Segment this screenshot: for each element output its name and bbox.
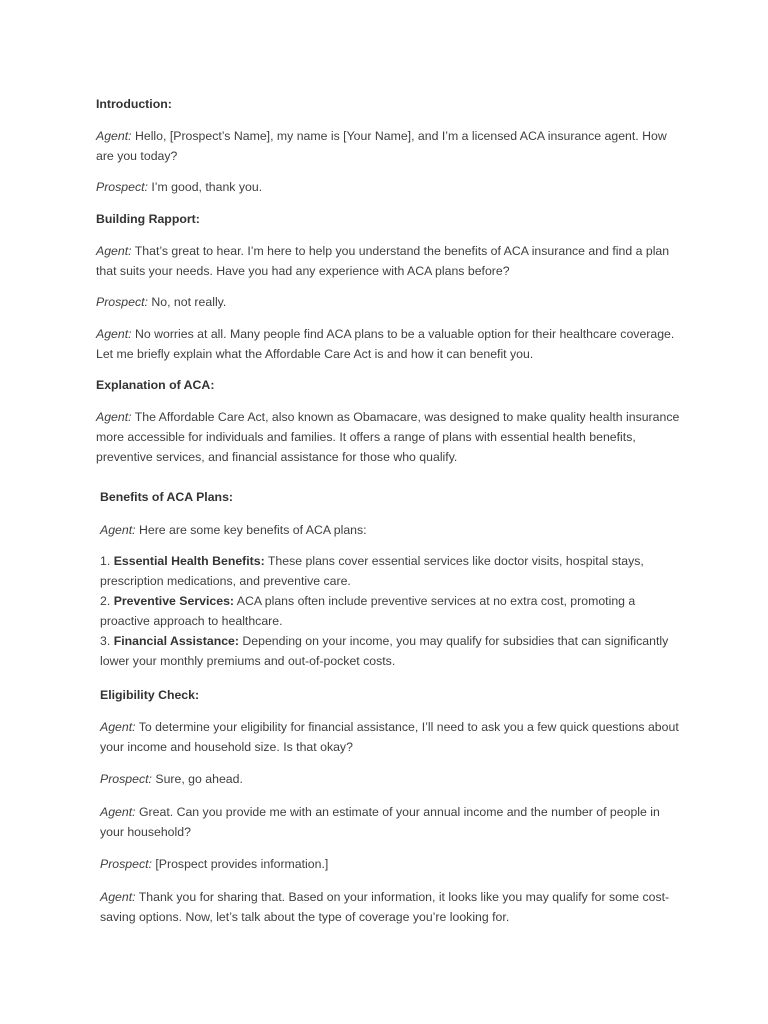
agent-text: Here are some key benefits of ACA plans: [135,523,367,537]
agent-line-intro [96,126,680,166]
agent-label: Agent: [100,720,136,734]
prospect-text: I’m good, thank you. [147,180,263,194]
agent-line-eligibility-1 [100,717,684,757]
agent-line-eligibility-3 [100,887,684,927]
agent-text: No worries at all. Many people find ACA plans to be a valuable option for their healthcare coverage. Let me briefly explain what the Affordable Care Act is and how it can benefit you. [96,327,675,361]
agent-label: Agent: [100,523,136,537]
list-item-text: ACA plans often include preventive services at no extra cost, promoting a proactive approach to healthcare. [100,594,636,628]
agent-label: Agent: [96,410,132,424]
list-item-number: 3. [100,634,114,648]
agent-line-rapport-2 [96,324,680,364]
prospect-label: Prospect: [100,772,152,786]
prospect-line-intro [96,177,680,197]
heading-explanation-of-aca: Explanation of ACA: [96,378,215,392]
agent-text: The Affordable Care Act, also known as Obamacare, was designed to make quality health insurance more accessible for individuals and families. It offers a range of plans with essential health benefits, preventive services, and financial assistance for those who qualify. [96,410,680,464]
agent-line-eligibility-2 [100,802,684,842]
agent-label: Agent: [100,805,136,819]
heading-building-rapport: Building Rapport: [96,212,200,226]
agent-line-rapport-1 [96,241,680,281]
heading-introduction: Introduction: [96,97,172,111]
prospect-line-eligibility-2 [100,854,684,874]
list-item-number: 2. [100,594,114,608]
agent-label: Agent: [100,890,136,904]
agent-text: To determine your eligibility for financial assistance, I’ll need to ask you a few quick questions about your income and household size. Is that okay? [100,720,679,754]
list-item-number: 1. [100,554,114,568]
prospect-line-rapport [96,292,680,312]
agent-label: Agent: [96,129,132,143]
agent-label: Agent: [96,244,132,258]
list-item-title: Financial Assistance: [113,634,239,648]
heading-eligibility-check: Eligibility Check: [100,688,200,702]
list-item [100,551,682,591]
agent-text: Thank you for sharing that. Based on your information, it looks like you may qualify for some cost-saving options. Now, let’s talk about the type of coverage you’re looking for. [100,890,670,924]
prospect-label: Prospect: [96,295,148,309]
list-item-text: These plans cover essential services like doctor visits, hospital stays, prescription medications, and preventive care. [100,554,644,588]
list-item [100,591,682,631]
benefits-list [100,551,682,671]
agent-line-benefits [100,520,684,540]
prospect-line-eligibility-1 [100,769,684,789]
heading-benefits-of-aca-plans: Benefits of ACA Plans: [100,490,234,504]
list-item-title: Essential Health Benefits: [113,554,265,568]
agent-text: That’s great to hear. I’m here to help you understand the benefits of ACA insurance and find a plan that suits your needs. Have you had any experience with ACA plans before? [96,244,670,278]
agent-line-explanation [96,407,680,467]
list-item-text: Depending on your income, you may qualify for subsidies that can significantly lower your monthly premiums and out-of-pocket costs. [100,634,669,668]
prospect-text: No, not really. [147,295,227,309]
prospect-text: [Prospect provides information.] [151,857,329,871]
agent-text: Great. Can you provide me with an estimate of your annual income and the number of people in your household? [100,805,660,839]
prospect-text: Sure, go ahead. [151,772,243,786]
prospect-label: Prospect: [96,180,148,194]
agent-text: Hello, [Prospect’s Name], my name is [Your Name], and I’m a licensed ACA insurance agent. How are you today? [96,129,667,163]
prospect-label: Prospect: [100,857,152,871]
list-item-title: Preventive Services: [113,594,235,608]
agent-label: Agent: [96,327,132,341]
list-item [100,631,682,671]
